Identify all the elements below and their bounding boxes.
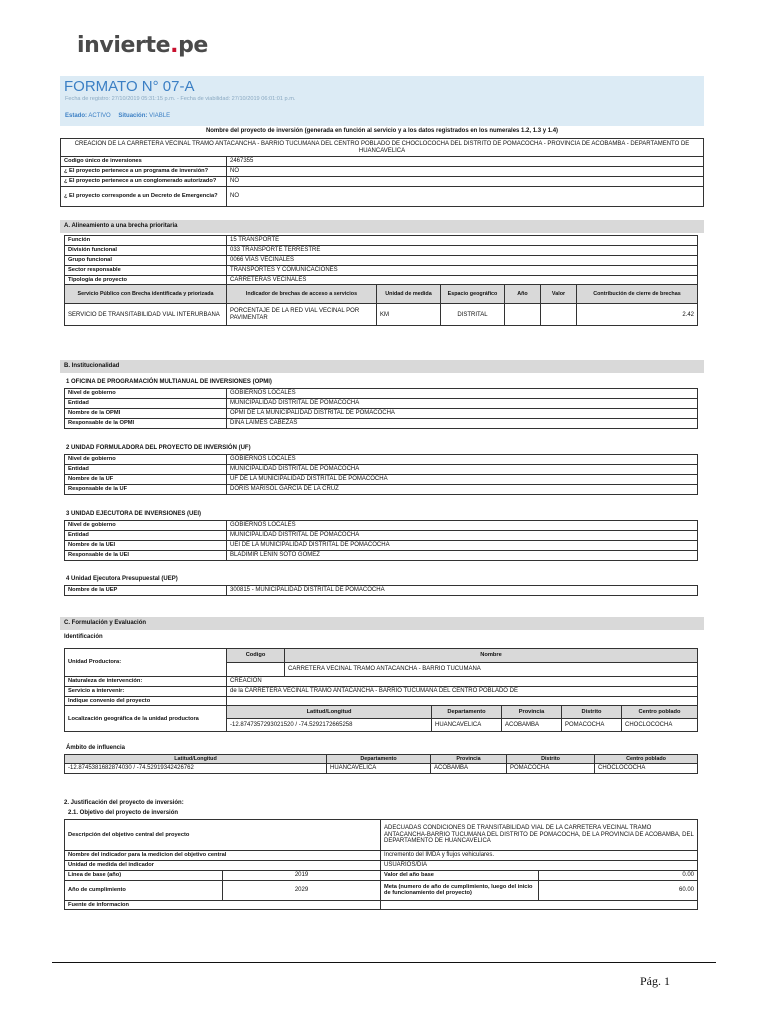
column-header: Indicador de brechas de acceso a servicios	[227, 285, 377, 304]
footer-divider	[52, 962, 716, 963]
column-header: Departamento	[432, 706, 502, 719]
ambito-table	[64, 754, 698, 774]
table-cell: CARRETERA VECINAL TRAMO ANTACANCHA - BARRIO TUCUMANA	[285, 662, 698, 676]
table-cell: 2.42	[577, 304, 698, 326]
table-cell: KM	[377, 304, 441, 326]
label: Entidad	[65, 530, 227, 540]
value: GOBIERNOS LOCALES	[227, 389, 698, 399]
value: 2019	[223, 870, 381, 880]
column-header: Provincia	[502, 706, 562, 719]
value: MUNICIPALIDAD DISTRITAL DE POMACOCHA	[227, 464, 698, 474]
label: Responsable de la UEI	[65, 550, 227, 560]
label: Entidad	[65, 464, 227, 474]
label: Sector responsable	[65, 265, 227, 275]
label: División funcional	[65, 245, 227, 255]
column-header: Centro poblado	[622, 706, 698, 719]
label: Fuente de informacion	[65, 900, 381, 910]
value: 60.00	[539, 880, 698, 900]
table-cell: HUANCAVELICA	[432, 719, 502, 732]
identificacion-table	[64, 648, 698, 732]
label: Entidad	[65, 398, 227, 408]
value: MUNICIPALIDAD DISTRITAL DE POMACOCHA	[227, 398, 698, 408]
column-header: Valor	[541, 285, 577, 304]
label: Meta (numero de año de cumplimiento, luego del inicio de funcionamiento del proyecto)	[381, 880, 539, 900]
table-cell: ACOBAMBA	[431, 764, 507, 774]
table-cell: POMACOCHA	[562, 719, 622, 732]
uei-title: 3 UNIDAD EJECUTORA DE INVERSIONES (UEI)	[66, 511, 202, 517]
column-header: Año	[505, 285, 541, 304]
label: Función	[65, 236, 227, 246]
table-cell	[541, 304, 577, 326]
column-header: Unidad de medida	[377, 285, 441, 304]
uf-title: 2 UNIDAD FORMULADORA DEL PROYECTO DE INVERSIÓN (UF)	[66, 445, 251, 451]
table-cell: DISTRITAL	[441, 304, 505, 326]
value: MUNICIPALIDAD DISTRITAL DE POMACOCHA	[227, 530, 698, 540]
value: CREACION	[227, 677, 698, 687]
column-header: Distrito	[562, 706, 622, 719]
column-header: Latitud/Longitud	[227, 706, 432, 719]
page-number: Pág. 1	[640, 974, 670, 988]
label: Nombre de la UEI	[65, 540, 227, 550]
label: Unidad de medida del indicador	[65, 860, 381, 870]
value: OPMI DE LA MUNICIPALIDAD DISTRITAL DE POMACOCHA	[227, 408, 698, 418]
column-header: Departamento	[327, 755, 431, 764]
label: ¿ El proyecto pertenece a un programa de inversión?	[61, 166, 227, 176]
table-cell	[227, 662, 285, 676]
value: NO	[227, 186, 704, 206]
label: Responsable de la UF	[65, 484, 227, 494]
identificacion-title: Identificación	[64, 634, 103, 640]
label: ¿ El proyecto pertenece a un conglomerado autorizado?	[61, 176, 227, 186]
value: DORIS MARISOL GARCÍA DE LA CRUZ	[227, 484, 698, 494]
label: Localización geográfica de la unidad productora	[65, 706, 227, 732]
label: Tipología de proyecto	[65, 275, 227, 285]
column-header: Latitud/Longitud	[65, 755, 327, 764]
column-header: Espacio geográfico	[441, 285, 505, 304]
label: Nombre de la OPMI	[65, 408, 227, 418]
value: DINA LAIMES CABEZAS	[227, 418, 698, 428]
table-cell: -12.8745381682874030 / -74.52919342426762	[65, 764, 327, 774]
project-table	[60, 138, 704, 207]
value: 2029	[223, 880, 381, 900]
value: ADECUADAS CONDICIONES DE TRANSITABILIDAD VIAL DE LA CARRETERA VECINAL TRAMO ANTACANCHA-BARRIO TUCUMANA DEL DISTRITO DE POMACOCHA, DE LA PROVINCIA DE ACOBAMBA, DEL DEPARTAMENTO DE HUANCAVELICA	[381, 820, 698, 851]
label: Naturaleza de intervención:	[65, 677, 227, 687]
value	[381, 900, 698, 910]
value: UEI DE LA MUNICIPALIDAD DISTRITAL DE POMACOCHA	[227, 540, 698, 550]
column-header: Servicio Público con Brecha identificada y priorizada	[65, 285, 227, 304]
section-b-title: B. Institucionalidad	[60, 360, 704, 373]
label: Unidad Productora:	[65, 649, 227, 677]
label: Codigo único de inversiones	[61, 157, 227, 167]
objetivo-title: 2.1. Objetivo del proyecto de inversión	[68, 810, 179, 816]
label: Linea de base (año)	[65, 870, 223, 880]
table-cell	[505, 304, 541, 326]
opmi-title: 1 OFICINA DE PROGRAMACIÓN MULTIANUAL DE INVERSIONES (OPMI)	[66, 379, 272, 385]
uei-table	[64, 520, 698, 561]
value: 2467355	[227, 157, 704, 167]
format-title: FORMATO N° 07-A	[64, 78, 195, 95]
value: NO	[227, 166, 704, 176]
value: de la CARRETERA VECINAL TRAMO ANTACANCHA - BARRIO TUCUMANA DEL CENTRO POBLADO DE	[227, 686, 698, 696]
opmi-table	[64, 388, 698, 429]
uep-title: 4 Unidad Ejecutora Presupuestal (UEP)	[66, 576, 178, 582]
label: Indique convenio del proyecto	[65, 696, 227, 706]
value: Incremento del IMDA y flujos vehiculares.	[381, 851, 698, 861]
column-header: Contribución de cierre de brechas	[577, 285, 698, 304]
table-cell: -12.8747357293021520 / -74.5292172665258	[227, 719, 432, 732]
label: Responsable de la OPMI	[65, 418, 227, 428]
table-cell: PORCENTAJE DE LA RED VIAL VECINAL POR PAVIMENTAR	[227, 304, 377, 326]
ambito-title: Ámbito de influencia	[66, 745, 126, 751]
label: ¿ El proyecto corresponde a un Decreto de Emergencia?	[61, 186, 227, 206]
value: GOBIERNOS LOCALES	[227, 521, 698, 531]
justificacion-title: 2. Justificación del proyecto de inversión:	[64, 800, 184, 806]
label: Valor del año base	[381, 870, 539, 880]
format-dates: Fecha de registro: 27/10/2019 05:31:15 p.m. - Fecha de viabilidad: 27/10/2019 06:01:01 p.m.	[65, 96, 296, 102]
section-a-title: A. Alineamiento a una brecha prioritaria	[60, 220, 704, 233]
uf-table	[64, 454, 698, 495]
alineamiento-table	[64, 235, 698, 326]
value: UF DE LA MUNICIPALIDAD DISTRITAL DE POMACOCHA	[227, 474, 698, 484]
label: Nombre del indicador para la medicion del objetivo central	[65, 851, 381, 861]
uep-table	[64, 585, 698, 596]
value: 033 TRANSPORTE TERRESTRE	[227, 245, 698, 255]
label: Nivel de gobierno	[65, 389, 227, 399]
label: Descripción del objetivo central del proyecto	[65, 820, 381, 851]
table-cell: HUANCAVELICA	[327, 764, 431, 774]
value: USUARIOS/DIA	[381, 860, 698, 870]
label: Nivel de gobierno	[65, 521, 227, 531]
column-header: Nombre	[285, 649, 698, 663]
value: CARRETERAS VECINALES	[227, 275, 698, 285]
table-cell: CHOCLOCOCHA	[622, 719, 698, 732]
section-c-title: C. Formulación y Evaluación	[60, 617, 704, 630]
value: BLADIMIR LENIN SOTO GOMEZ	[227, 550, 698, 560]
table-cell: CHOCLOCOCHA	[595, 764, 698, 774]
label: Nombre de la UF	[65, 474, 227, 484]
project-heading: Nombre del proyecto de inversión (generada en función al servicio y a los datos registrados en los numerales 1.2, 1.3 y 1.4)	[205, 128, 559, 134]
invierte-logo: invierte.pe	[77, 33, 208, 58]
table-cell: POMACOCHA	[507, 764, 595, 774]
value: NO	[227, 176, 704, 186]
label: Nombre de la UEP	[65, 586, 227, 596]
project-name: CREACION DE LA CARRETERA VECINAL TRAMO ANTACANCHA - BARRIO TUCUMANA DEL CENTRO POBLADO DE CHOCLOCOCHA DEL DISTRITO DE POMACOCHA - PROVINCIA DE ACOBAMBA - DEPARTAMENTO DE HUANCAVELICA	[61, 139, 704, 157]
value	[227, 696, 698, 706]
value: 15 TRANSPORTE	[227, 236, 698, 246]
value: 0.00	[539, 870, 698, 880]
table-cell: ACOBAMBA	[502, 719, 562, 732]
label: Año de cumplimiento	[65, 880, 223, 900]
value: GOBIERNOS LOCALES	[227, 455, 698, 465]
column-header: Distrito	[507, 755, 595, 764]
column-header: Codigo	[227, 649, 285, 663]
value: 0066 VÍAS VECINALES	[227, 255, 698, 265]
column-header: Centro poblado	[595, 755, 698, 764]
value: TRANSPORTES Y COMUNICACIONES	[227, 265, 698, 275]
label: Nivel de gobierno	[65, 455, 227, 465]
format-status: Estado: ACTIVO Situación: VIABLE	[65, 113, 171, 119]
label: Grupo funcional	[65, 255, 227, 265]
table-cell: SERVICIO DE TRANSITABILIDAD VIAL INTERURBANA	[65, 304, 227, 326]
objetivo-table	[64, 819, 698, 910]
value: 300815 - MUNICIPALIDAD DISTRITAL DE POMACOCHA	[227, 586, 698, 596]
column-header: Provincia	[431, 755, 507, 764]
label: Servicio a intervenir:	[65, 686, 227, 696]
